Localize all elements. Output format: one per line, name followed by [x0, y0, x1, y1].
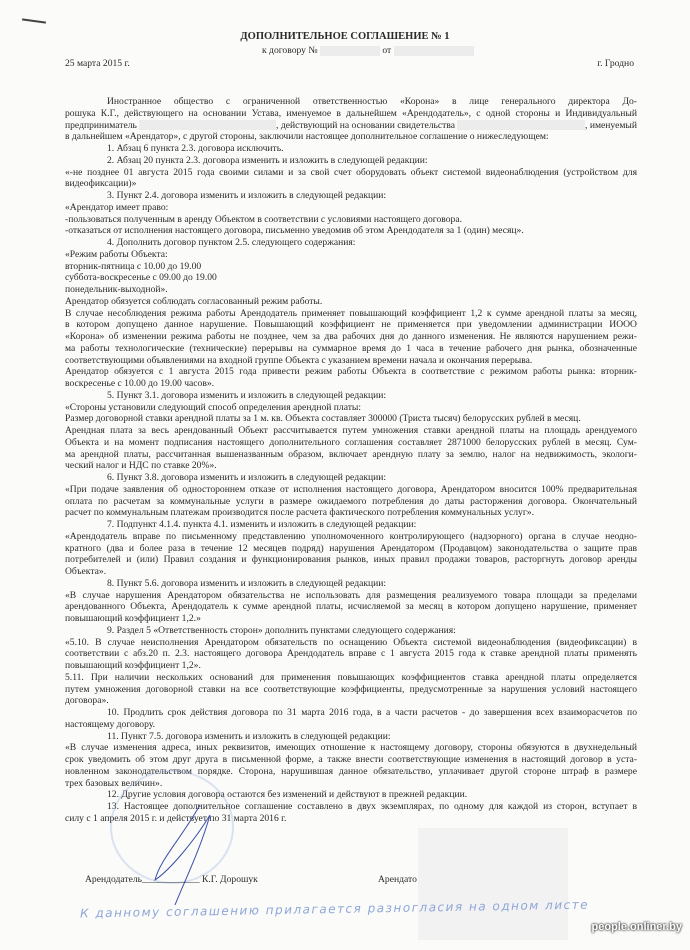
text-line: Объекта и на момент подписания настоящего дополнительного соглашения составляет 2871000 белорусских рублей в месяц. Сум- — [65, 436, 637, 448]
redacted-contract-number — [320, 46, 380, 56]
paragraph — [65, 578, 637, 590]
paragraph — [65, 413, 637, 425]
text-line: 12. Другие условия договора остаются без изменений и действуют в прежней редакции. — [107, 789, 468, 801]
paragraph — [65, 672, 637, 707]
text-line: 6. Пункт 3.8. договора изменить и изложить в следующей редакции: — [107, 472, 387, 483]
text-line: 11. Пункт 7.5. договора изменить и изложить в следующей редакции: — [107, 730, 391, 742]
signature-scribble — [140, 800, 230, 910]
paragraph — [65, 308, 637, 367]
text-line: «Арендодатель вправе по письменному представлению уполномоченного контролирующего (надзорного) органа в случае неодно- — [65, 530, 637, 542]
text-line: 2. Абзац 20 пункта 2.3. договора изменить и изложить в следующей редакции: — [107, 154, 428, 166]
text-line: ма работы технологические (технические) перерывы на суммарное время до 1 часа в течение рабочего дня рынка, обозначенные — [65, 342, 637, 354]
document-date: 25 марта 2015 г. — [65, 58, 130, 69]
watermark: people.onliner.by — [591, 921, 682, 933]
text-line: 4. Дополнить договор пунктом 2.5. следующего содержания: — [107, 237, 356, 248]
text-line: В случае несоблюдения режима работы Арендодатель применяет повышающий коэффициент 1,2 к сумме арендной платы за месяц, — [65, 307, 637, 319]
paragraph — [65, 637, 637, 672]
text-line: 5.11. При наличии нескольких оснований для применения повышающих коэффициентов ставка арендной платы определяется — [65, 671, 637, 683]
paragraph — [65, 202, 637, 214]
text-line: ма арендной платы, рассчитанная вышеназванным образом, включает арендную плату за землю, налог на недвижимость, экологи- — [65, 448, 637, 460]
text-line: «Корона» об изменении режима работы не позднее, чем за два рабочих дня до данного изменения. Не являются нарушением режи- — [65, 331, 637, 342]
text-line: трех базовых величин». — [65, 777, 163, 789]
signature-line: ____________ — [142, 874, 200, 885]
text-line: 1. Абзац 6 пункта 2.3. договора исключить. — [107, 143, 284, 154]
text-line: «При подаче заявления об одностороннем отказе от исполнения настоящего договора, Арендатором вносится 100% предварительная — [65, 483, 637, 495]
text-line: расчет по коммунальным платежам производится после расчета фактического потребления коммунальных услуг». — [65, 507, 534, 519]
paragraph — [65, 214, 637, 226]
text-line: оплата по расчетам за коммунальные услуги в размере ожидаемого потребления до даты расторжения договора. Окончательный — [65, 495, 637, 507]
document-title: ДОПОЛНИТЕЛЬНОЕ СОГЛАШЕНИЕ № 1 — [240, 31, 450, 42]
redacted-contract-date — [394, 46, 474, 56]
paragraph — [65, 366, 637, 390]
text-line: Иностранное общество с ограниченной ответственностью «Корона» в лице генерального директора До- — [107, 96, 637, 107]
paragraph — [65, 707, 637, 731]
paragraph — [65, 237, 637, 249]
paragraph — [65, 284, 637, 296]
text-line: в дальнейшем «Арендатор», с другой стороны, заключили настоящее дополнительное соглашение о нижеследующем: — [65, 131, 549, 143]
text-line: силу с 1 апреля 2015 г. и действует по 31 марта 2016 г. — [65, 812, 287, 824]
text-line: новленном законодательством порядке. Сторона, нарушившая данное обязательство, уплачивает другой стороне штраф в размере — [65, 765, 637, 777]
handwritten-note: К данному соглашению прилагается разногласия на одном листе — [79, 897, 590, 921]
paragraph — [65, 531, 637, 578]
landlord-name: К.Г. Дорошук — [202, 874, 258, 885]
redacted-field — [139, 120, 276, 130]
text-line — [65, 120, 637, 132]
text-line: Объекта». — [65, 566, 107, 577]
text-line: «Арендатор имеет право: — [65, 201, 169, 213]
document-body — [65, 96, 637, 825]
text-line: 3. Пункт 2.4. договора изменить и изложить в следующей редакции: — [107, 190, 387, 201]
paragraph — [65, 731, 637, 743]
text-segment: предприниматель — [65, 119, 140, 131]
text-line: «5.10. В случае неисполнения Арендатором обязательств по оснащению Объекта системой видеонаблюдения (видеофиксации) в — [65, 636, 637, 648]
landlord-label: Арендодатель — [85, 874, 143, 885]
text-line: Арендная плата за весь арендованный Объект рассчитывается путем умножения ставки арендной платы на площадь арендуемого — [65, 425, 637, 436]
paragraph — [65, 590, 637, 625]
text-line: договора». — [65, 695, 109, 707]
text-line: Размер договорной ставки арендной платы за 1 м. кв. Объекта составляет 300000 (Триста тысяч) белорусских рублей в месяц. — [65, 413, 581, 425]
text-segment: , именуемый — [585, 119, 637, 131]
text-line: повышающий коэффициент 1,2.» — [65, 613, 201, 624]
paragraph — [65, 296, 637, 308]
paragraph — [65, 625, 637, 637]
paragraph — [65, 143, 637, 155]
text-line: вторник-пятница с 10.00 до 19.00 — [65, 260, 202, 272]
document-city: г. Гродно — [597, 58, 634, 69]
text-segment: , действующий на основании свидетельства — [276, 119, 458, 131]
paragraph — [65, 190, 637, 202]
text-line: 8. Пункт 5.6. договора изменить и изложить в следующей редакции: — [107, 577, 387, 589]
text-line: соответствии с абз.20 п. 2.3. настоящего договора Арендодатель вправе с 1 августа 2015 года к ставке арендной платы применять — [65, 648, 637, 660]
contract-number-label: к договору № — [262, 45, 318, 56]
text-line: «-не позднее 01 августа 2015 года своими силами и за свой счет оборудовать объект системой видеонаблюдения (устройством для — [65, 166, 637, 178]
paragraph — [65, 272, 637, 284]
paragraph — [65, 472, 637, 484]
pen-mark — [22, 18, 46, 23]
paragraph — [65, 390, 637, 402]
text-line: Арендатор обязуется с 1 августа 2015 года привести режим работы Объекта в соответствие с режимом работы рынка: вторник- — [65, 366, 637, 378]
text-line: настоящему договору. — [65, 718, 155, 730]
redacted-tenant-area — [418, 828, 568, 940]
contract-reference — [262, 45, 474, 56]
paragraph — [65, 484, 637, 519]
paragraph — [65, 519, 637, 531]
text-line: «В случае изменения адреса, иных реквизитов, имеющих отношение к настоящему договору, стороны обязуются в двухнедельный — [65, 742, 637, 754]
text-line: 5. Пункт 3.1. договора изменить и изложить в следующей редакции: — [107, 389, 387, 401]
text-line: видеофиксации)» — [65, 178, 137, 190]
tenant-label: Арендато — [378, 874, 417, 885]
paragraph — [65, 261, 637, 273]
text-line: воскресенье с 10.00 до 19.00 часов». — [65, 378, 215, 389]
text-line: арендованного Объекта, Арендодатель к сумме арендной платы, исчисляемой за месяц в котором допущено нарушение, применяет — [65, 601, 637, 613]
paragraph — [65, 155, 637, 167]
redacted-field — [457, 120, 585, 130]
text-line: 7. Подпункт 4.1.4. пункта 4.1. изменить и изложить в следующей редакции: — [107, 519, 417, 530]
text-line: Арендатор обязуется соблюдать согласованный режим работы. — [65, 295, 323, 307]
paragraph — [65, 249, 637, 261]
text-line: потребителей и (или) Правил создания и функционирования рынков, иных правил продажи товаров, расторгнуть договор аренды — [65, 554, 637, 566]
paragraph — [65, 96, 637, 143]
text-line: «Режим работы Объекта: — [65, 248, 168, 260]
text-line: 10. Продлить срок действия договора по 31 марта 2016 года, в а части расчетов - до завершения всех взаиморасчетов по — [107, 707, 637, 718]
contract-date-label: от — [382, 45, 392, 56]
text-line: в котором допущено данное нарушение. Повышающий коэффициент не применяется при уведомлении администрации ИООО — [65, 319, 637, 331]
paragraph — [65, 225, 637, 237]
text-line: «В случае нарушения Арендатором обязательства не использовать для размещения реализуемого товара площади за пределами — [65, 589, 637, 601]
text-line: повышающий коэффициент 1,2». — [65, 660, 201, 671]
text-line: 9. Раздел 5 «Ответственность сторон» дополнить пунктами следующего содержания: — [107, 624, 456, 636]
text-line: 13. Настоящее дополнительное соглашение составлено в двух экземплярах, по одному для каждой из сторон, вступает в — [107, 801, 637, 812]
text-line: -отказаться от исполнения настоящего договора, письменно уведомив об этом Арендодателя за 1 (один) месяц». — [65, 225, 524, 237]
text-line: рошука К.Г., действующего на основании Устава, именуемое в дальнейшем «Арендодатель», с одной стороны и Индивидуальный — [65, 107, 637, 119]
paragraph — [65, 402, 637, 414]
paragraph — [65, 425, 637, 472]
text-line: путем умножения договорной ставки на все соответствующие коэффициенты, предусмотренные за нарушения условий настоящего — [65, 683, 637, 695]
text-line: кратного (два и более раза в течение 12 месяцев подряд) нарушения Арендатором (Продавцом) законодательства о защите прав — [65, 542, 637, 554]
text-line: «Стороны установили следующий способ определения арендной платы: — [65, 401, 362, 413]
landlord-signature — [85, 874, 258, 885]
text-line: -пользоваться полученным в аренду Объектом в соответствии с условиями настоящего договора. — [65, 213, 463, 225]
text-line: соответствующими объявлениями на входной группе Объекта с указанием времени начала и окончания перерыва. — [65, 354, 533, 366]
text-line: срок уведомить об этом друг друга в письменной форме, а также внести соответствующие изменения в настоящий договор в уста- — [65, 754, 637, 765]
text-line: ческий налог и НДС по ставке 20%». — [65, 460, 217, 472]
paragraph — [65, 167, 637, 191]
text-line: понедельник-выходной». — [65, 284, 168, 295]
text-line: суббота-воскресенье с 09.00 до 19.00 — [65, 272, 217, 284]
